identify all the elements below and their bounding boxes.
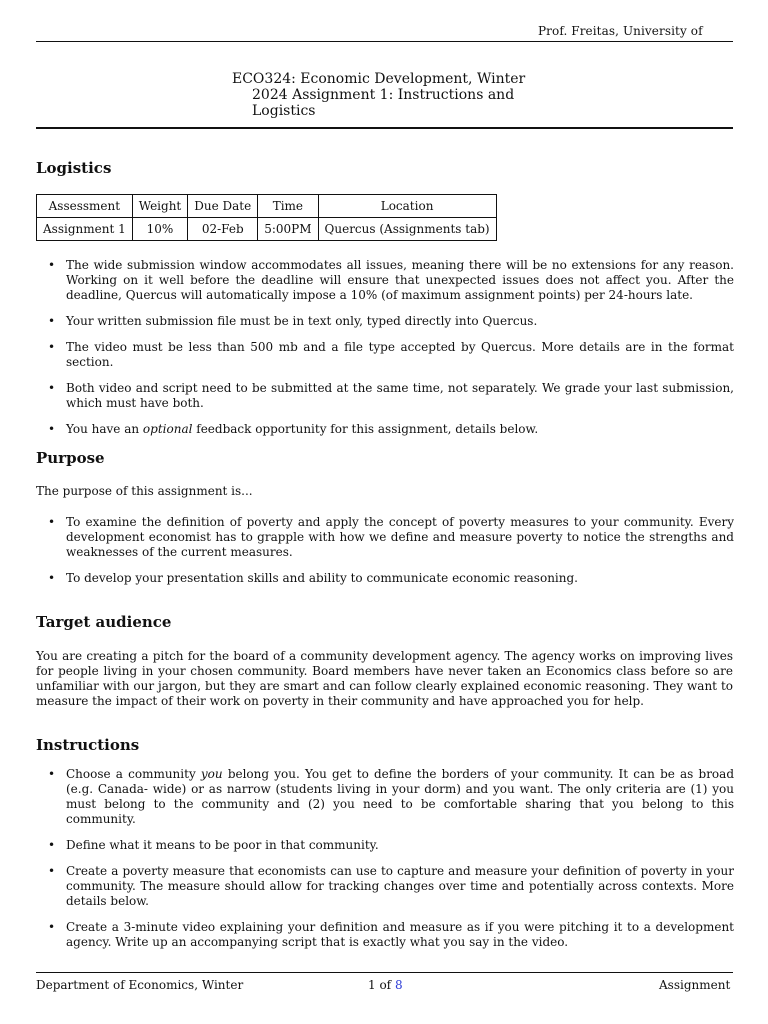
target-audience-heading: Target audience	[36, 613, 172, 631]
purpose-heading: Purpose	[36, 449, 105, 467]
logistics-bullet-list	[46, 258, 734, 437]
list-item-text: You have an	[66, 422, 143, 436]
table-header-cell: Time	[258, 195, 318, 218]
list-item-text: Choose a community	[66, 767, 201, 781]
title-line-1: ECO324: Economic Development, Winter	[232, 71, 526, 87]
list-item: • To develop your presentation skills and ability to communicate economic reasoning.	[46, 571, 734, 586]
table-cell: Assignment 1	[37, 218, 133, 241]
table-header-cell: Assessment	[37, 195, 133, 218]
logistics-table	[36, 194, 497, 241]
list-item	[46, 767, 734, 827]
list-item: • The video must be less than 500 mb and a file type accepted by Quercus. More details are in the format section.	[46, 340, 734, 370]
footer-rule	[36, 972, 733, 973]
list-item: • Create a 3-minute video explaining your definition and measure as if you were pitching it to a development agency. Write up an accompanying script that is exactly what you say in the video.	[46, 920, 734, 950]
emphasis-text: optional	[142, 422, 193, 436]
instructions-bullet-list	[46, 767, 734, 950]
list-item	[46, 422, 734, 437]
table-cell: 02-Feb	[188, 218, 258, 241]
table-row	[37, 218, 497, 241]
table-header-row	[37, 195, 497, 218]
footer-right: Assignment	[659, 978, 731, 992]
logistics-heading: Logistics	[36, 159, 112, 177]
list-item: • Define what it means to be poor in that community.	[46, 838, 734, 853]
target-audience-paragraph: You are creating a pitch for the board of a community development agency. The agency works on improving lives for people living in your chosen community. Board members have never taken an Economics class before so are unfamiliar with our jargon, but they are smart and can follow clearly explained economic reasoning. They want to measure the impact of their work on poverty in their community and have approached you for help.	[36, 649, 733, 708]
title-rule	[36, 127, 733, 129]
table-cell: Quercus (Assignments tab)	[318, 218, 496, 241]
running-head: Prof. Freitas, University of	[538, 24, 703, 38]
page-number-prefix: 1 of	[368, 978, 395, 992]
list-item: • The wide submission window accommodates all issues, meaning there will be no extensions for any reason. Working on it well before the deadline will ensure that unexpected issues does not affect you. After the deadline, Quercus will automatically impose a 10% (of maximum assignment points) per 24-hours late.	[46, 258, 734, 303]
table-header-cell: Due Date	[188, 195, 258, 218]
footer-left: Department of Economics, Winter	[36, 978, 244, 992]
page-number	[368, 978, 403, 992]
list-item: • Both video and script need to be submitted at the same time, not separately. We grade your last submission, which must have both.	[46, 381, 734, 411]
title-line-3: Logistics	[252, 103, 316, 119]
table-header-cell: Weight	[132, 195, 188, 218]
list-item: • Your written submission file must be in text only, typed directly into Quercus.	[46, 314, 734, 329]
list-item-text: belong you. You get to define the borders of your community. It can be as broad (e.g. Canada- wide) or as narrow (students living in your dorm) and you want. The only criteria are (1) you must belong to the community and (2) you need to be comfortable sharing that you belong to this community.	[66, 767, 734, 826]
total-pages-link[interactable]: 8	[394, 978, 403, 992]
list-item: • Create a poverty measure that economists can use to capture and measure your definition of poverty in your community. The measure should allow for tracking changes over time and potentially across contexts. More details below.	[46, 864, 734, 909]
document-title	[232, 71, 525, 119]
table-cell: 5:00PM	[258, 218, 318, 241]
table-header-cell: Location	[318, 195, 496, 218]
list-item-text: feedback opportunity for this assignment, details below.	[192, 422, 539, 436]
list-item: • To examine the definition of poverty and apply the concept of poverty measures to your community. Every development economist has to grapple with how we define and measure poverty to notice the strengths and weaknesses of the current measures.	[46, 515, 734, 560]
instructions-heading: Instructions	[36, 736, 140, 754]
purpose-bullet-list	[46, 515, 734, 586]
title-line-2: 2024 Assignment 1: Instructions and	[252, 87, 515, 103]
emphasis-text: you	[200, 767, 223, 781]
purpose-intro: The purpose of this assignment is...	[36, 484, 253, 498]
table-cell: 10%	[132, 218, 188, 241]
header-rule	[36, 41, 733, 42]
